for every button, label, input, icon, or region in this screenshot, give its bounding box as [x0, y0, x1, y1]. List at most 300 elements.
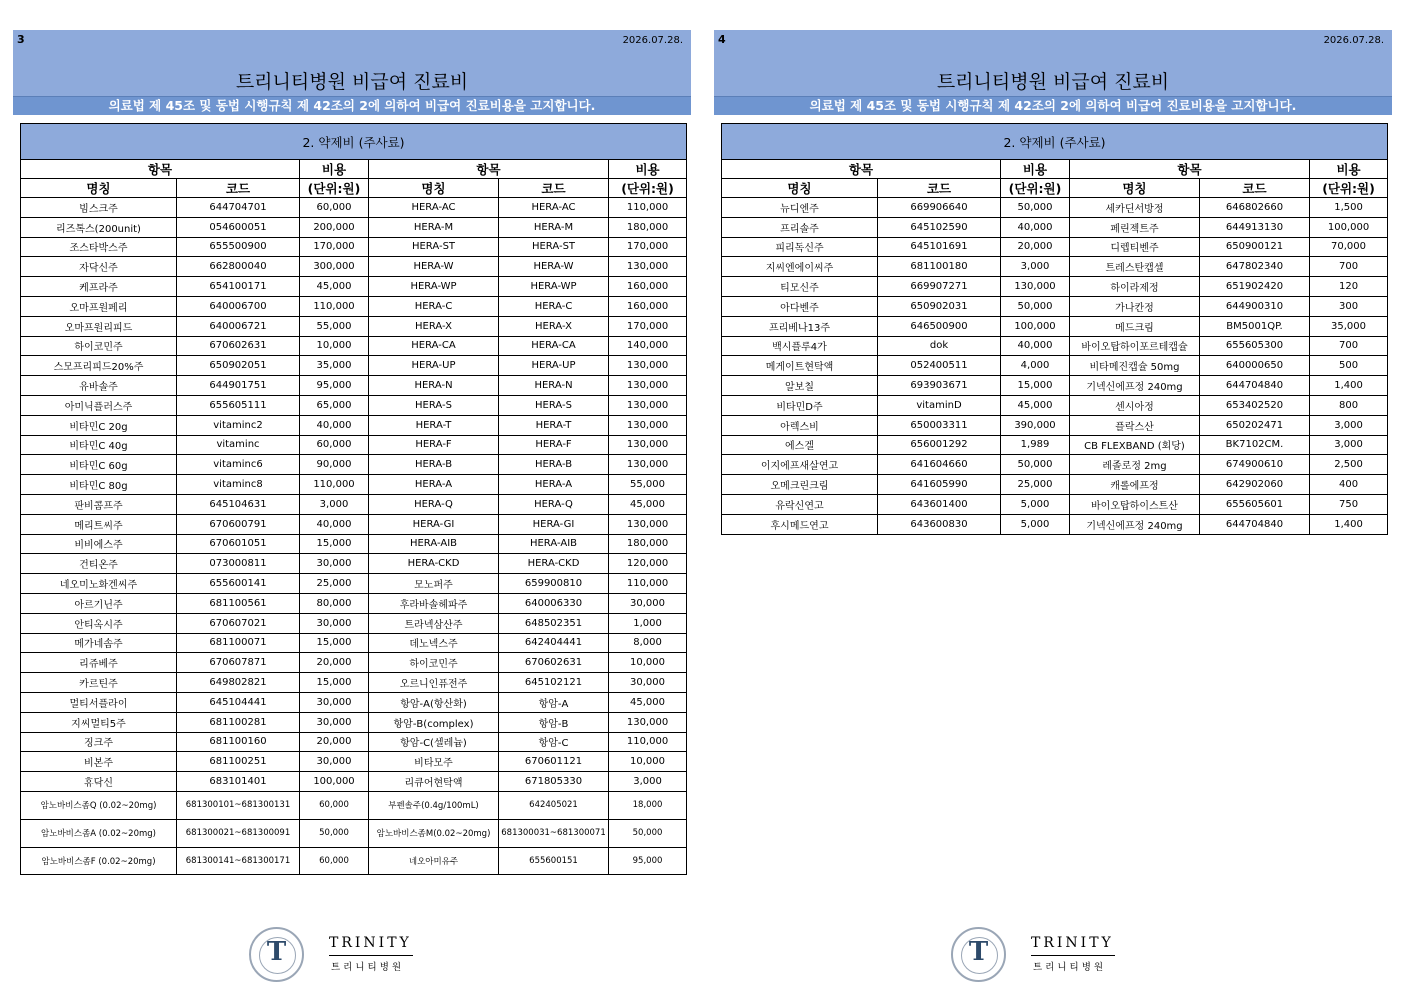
table-row	[21, 435, 687, 455]
item-name: 네오아미유주	[369, 847, 499, 875]
item-code: 670602631	[499, 653, 609, 673]
item-cost: 750	[1310, 494, 1388, 514]
item-name: HERA-WP	[369, 277, 499, 297]
item-code: 659900810	[499, 574, 609, 594]
item-name: 비비에스주	[21, 534, 177, 554]
item-name: 하이코민주	[21, 336, 177, 356]
item-code: 681100071	[177, 633, 300, 653]
table-row	[722, 336, 1388, 356]
item-name: 피리독신주	[722, 237, 878, 257]
item-name: 부펜솔주(0.4g/100mL)	[369, 791, 499, 819]
item-code: 644901751	[177, 376, 300, 396]
item-cost: 55,000	[609, 475, 687, 495]
item-cost: 2,500	[1310, 455, 1388, 475]
table-row	[722, 237, 1388, 257]
item-cost: 35,000	[300, 356, 369, 376]
item-name: 자닥신주	[21, 257, 177, 277]
item-code: 670607871	[177, 653, 300, 673]
item-name: 뉴디엔주	[722, 198, 878, 218]
table-row	[21, 712, 687, 732]
item-code: 642405021	[499, 791, 609, 819]
page-3	[13, 30, 691, 980]
table-row	[722, 475, 1388, 495]
item-code: 674900610	[1200, 455, 1310, 475]
item-code: HERA-X	[499, 316, 609, 336]
item-code: 655600151	[499, 847, 609, 875]
table-row	[21, 415, 687, 435]
table-row	[21, 316, 687, 336]
item-cost: 5,000	[1001, 494, 1070, 514]
item-code: vitaminc	[177, 435, 300, 455]
item-cost: 120	[1310, 277, 1388, 297]
seal-letter-icon: T	[266, 937, 287, 967]
item-cost: 140,000	[609, 336, 687, 356]
header-cost: 비용	[1001, 160, 1070, 179]
item-name: HERA-A	[369, 475, 499, 495]
item-code: 항암-B	[499, 712, 609, 732]
item-name: 아르기닌주	[21, 593, 177, 613]
item-name: HERA-N	[369, 376, 499, 396]
item-cost: 30,000	[300, 692, 369, 712]
item-cost: 4,000	[1001, 356, 1070, 376]
table-row	[722, 217, 1388, 237]
item-code: 681100180	[878, 257, 1001, 277]
table-row	[21, 376, 687, 396]
page-title: 트리니티병원 비급여 진료비	[235, 71, 469, 93]
item-code: HERA-W	[499, 257, 609, 277]
item-cost: 95,000	[609, 847, 687, 875]
item-cost: 3,000	[1310, 435, 1388, 455]
table-row	[21, 395, 687, 415]
item-cost: 130,000	[609, 415, 687, 435]
item-name: 메리트씨주	[21, 514, 177, 534]
item-cost: 130,000	[609, 514, 687, 534]
item-cost: 130,000	[609, 257, 687, 277]
item-name: 징크주	[21, 732, 177, 752]
item-code: 644900310	[1200, 296, 1310, 316]
item-code: 651902420	[1200, 277, 1310, 297]
header-item: 항목	[722, 160, 1001, 179]
item-code: dok	[878, 336, 1001, 356]
item-cost: 130,000	[609, 376, 687, 396]
item-cost: 400	[1310, 475, 1388, 495]
item-name: 오르니인퓨전주	[369, 673, 499, 693]
header-code: 코드	[878, 179, 1001, 198]
item-cost: 15,000	[300, 534, 369, 554]
item-cost: 15,000	[300, 633, 369, 653]
item-name: 비타민C 60g	[21, 455, 177, 475]
item-name: 유락신연고	[722, 494, 878, 514]
table-row	[21, 791, 687, 819]
item-name: 메드크림	[1070, 316, 1200, 336]
item-cost: 180,000	[609, 534, 687, 554]
header-cost: 비용	[300, 160, 369, 179]
item-name: 에스겔	[722, 435, 878, 455]
item-name: CB FLEXBAND (회당)	[1070, 435, 1200, 455]
item-code: 655605300	[1200, 336, 1310, 356]
item-code: 681100281	[177, 712, 300, 732]
table-row	[21, 356, 687, 376]
item-name: 케프라주	[21, 277, 177, 297]
table-row	[21, 593, 687, 613]
table-row	[722, 376, 1388, 396]
item-code: HERA-CKD	[499, 554, 609, 574]
item-code: 681100160	[177, 732, 300, 752]
item-code: 640000650	[1200, 356, 1310, 376]
item-code: 641605990	[878, 475, 1001, 495]
item-code: HERA-UP	[499, 356, 609, 376]
item-code: 642404441	[499, 633, 609, 653]
item-name: 리큐어현탁액	[369, 772, 499, 792]
item-name: HERA-ST	[369, 237, 499, 257]
item-name: 안티옥시주	[21, 613, 177, 633]
item-name: HERA-W	[369, 257, 499, 277]
table-row	[722, 455, 1388, 475]
item-cost: 25,000	[1001, 475, 1070, 495]
page-number: 4	[718, 33, 726, 46]
item-code: 655605111	[177, 395, 300, 415]
fee-table	[721, 123, 1388, 535]
item-name: 멀티서플라이	[21, 692, 177, 712]
item-code: HERA-B	[499, 455, 609, 475]
hospital-logo	[951, 927, 1121, 985]
item-cost: 3,000	[609, 772, 687, 792]
brand-name-korean: 트리니티병원	[331, 962, 405, 973]
item-cost: 130,000	[609, 455, 687, 475]
item-name: 후시메드연고	[722, 514, 878, 534]
header-item: 항목	[1070, 160, 1310, 179]
item-code: 643600830	[878, 514, 1001, 534]
item-code: 645104441	[177, 692, 300, 712]
item-code: HERA-N	[499, 376, 609, 396]
item-code: 681300141~681300171	[177, 847, 300, 875]
table-row	[722, 198, 1388, 218]
item-name: 암노바비스좀Q (0.02~20mg)	[21, 791, 177, 819]
header-code: 코드	[499, 179, 609, 198]
item-cost: 45,000	[1001, 395, 1070, 415]
item-name: 센시아정	[1070, 395, 1200, 415]
item-cost: 40,000	[1001, 217, 1070, 237]
item-name: 데노넥스주	[369, 633, 499, 653]
item-name: 프리솔주	[722, 217, 878, 237]
item-name: 암노바비스좀F (0.02~20mg)	[21, 847, 177, 875]
brand-divider	[329, 955, 413, 956]
table-row	[21, 217, 687, 237]
item-name: 네오미노화겐씨주	[21, 574, 177, 594]
item-cost: 60,000	[300, 791, 369, 819]
item-cost: 170,000	[609, 237, 687, 257]
item-cost: 5,000	[1001, 514, 1070, 534]
header-item: 항목	[369, 160, 609, 179]
item-cost: 15,000	[1001, 376, 1070, 396]
item-cost: 390,000	[1001, 415, 1070, 435]
item-cost: 110,000	[300, 475, 369, 495]
item-cost: 110,000	[609, 198, 687, 218]
item-code: 669906640	[878, 198, 1001, 218]
item-cost: 80,000	[300, 593, 369, 613]
item-name: 가나칸정	[1070, 296, 1200, 316]
item-code: BM5001QP.	[1200, 316, 1310, 336]
item-cost: 130,000	[609, 395, 687, 415]
item-code: 649802821	[177, 673, 300, 693]
item-cost: 20,000	[1001, 237, 1070, 257]
item-cost: 35,000	[1310, 316, 1388, 336]
item-code: 671805330	[499, 772, 609, 792]
table-row	[21, 237, 687, 257]
item-code: 670601051	[177, 534, 300, 554]
item-cost: 20,000	[300, 732, 369, 752]
item-code: vitaminc6	[177, 455, 300, 475]
item-cost: 30,000	[300, 554, 369, 574]
item-name: 리즈톡스(200unit)	[21, 217, 177, 237]
header-code: 코드	[177, 179, 300, 198]
table-row	[722, 277, 1388, 297]
item-code: 640006721	[177, 316, 300, 336]
item-name: HERA-F	[369, 435, 499, 455]
item-name: 암노바비스좀A (0.02~20mg)	[21, 819, 177, 847]
item-cost: 160,000	[609, 296, 687, 316]
table-row	[21, 819, 687, 847]
item-cost: 1,000	[609, 613, 687, 633]
item-code: HERA-M	[499, 217, 609, 237]
item-code: 645104631	[177, 494, 300, 514]
item-name: HERA-CA	[369, 336, 499, 356]
item-cost: 90,000	[300, 455, 369, 475]
header-unit: (단위:원)	[1001, 179, 1070, 198]
item-cost: 50,000	[1001, 198, 1070, 218]
header-item: 항목	[21, 160, 300, 179]
item-name: HERA-CKD	[369, 554, 499, 574]
item-cost: 60,000	[300, 435, 369, 455]
item-cost: 20,000	[300, 653, 369, 673]
item-code: HERA-F	[499, 435, 609, 455]
item-code: 655605601	[1200, 494, 1310, 514]
table-row	[21, 554, 687, 574]
table-row	[21, 277, 687, 297]
header-name: 명칭	[369, 179, 499, 198]
item-name: 백시플루4가	[722, 336, 878, 356]
item-cost: 65,000	[300, 395, 369, 415]
item-cost: 8,000	[609, 633, 687, 653]
item-code: 645102121	[499, 673, 609, 693]
table-row	[21, 198, 687, 218]
item-name: 비타모주	[369, 752, 499, 772]
item-name: 비타메진캡슐 50mg	[1070, 356, 1200, 376]
item-cost: 50,000	[1001, 455, 1070, 475]
item-name: 리쥬베주	[21, 653, 177, 673]
item-name: 빔스크주	[21, 198, 177, 218]
brand-name: TRINITY	[329, 935, 412, 951]
item-code: 644704840	[1200, 376, 1310, 396]
header-name: 명칭	[722, 179, 878, 198]
item-name: 지씨멀티5주	[21, 712, 177, 732]
section-title: 2. 약제비 (주사료)	[722, 124, 1388, 160]
item-name: 디렙티벤주	[1070, 237, 1200, 257]
table-body	[21, 198, 687, 875]
table-body	[722, 198, 1388, 535]
item-code: 646500900	[878, 316, 1001, 336]
item-name: 기넥신에프정 240mg	[1070, 376, 1200, 396]
item-cost: 95,000	[300, 376, 369, 396]
item-cost: 50,000	[1001, 296, 1070, 316]
item-cost: 55,000	[300, 316, 369, 336]
item-cost: 10,000	[300, 336, 369, 356]
item-code: 655500900	[177, 237, 300, 257]
legal-notice: 의료법 제 45조 및 동법 시행규칙 제 42조의 2에 의하여 비급여 진료비용을 고지합니다.	[13, 97, 691, 115]
item-cost: 300,000	[300, 257, 369, 277]
item-code: 646802660	[1200, 198, 1310, 218]
item-name: 판비콤프주	[21, 494, 177, 514]
header-unit: (단위:원)	[300, 179, 369, 198]
item-cost: 30,000	[300, 752, 369, 772]
item-name: HERA-C	[369, 296, 499, 316]
table-row	[21, 534, 687, 554]
item-code: 650900121	[1200, 237, 1310, 257]
item-code: HERA-S	[499, 395, 609, 415]
item-name: HERA-UP	[369, 356, 499, 376]
header-name: 명칭	[21, 179, 177, 198]
item-cost: 40,000	[300, 415, 369, 435]
item-cost: 130,000	[609, 356, 687, 376]
table-row	[21, 514, 687, 534]
item-cost: 30,000	[300, 613, 369, 633]
item-name: HERA-M	[369, 217, 499, 237]
table-row	[21, 257, 687, 277]
table-row	[21, 574, 687, 594]
item-name: 조스타박스주	[21, 237, 177, 257]
item-code: 648502351	[499, 613, 609, 633]
item-name: 알보칠	[722, 376, 878, 396]
item-code: HERA-AC	[499, 198, 609, 218]
item-code: 640006330	[499, 593, 609, 613]
item-name: 캐롤에프정	[1070, 475, 1200, 495]
item-code: 645102590	[878, 217, 1001, 237]
item-name: 항암-A(항산화)	[369, 692, 499, 712]
page-date: 2026.07.28.	[1323, 35, 1384, 46]
item-name: HERA-GI	[369, 514, 499, 534]
item-name: 휴닥신	[21, 772, 177, 792]
item-name: 모노퍼주	[369, 574, 499, 594]
item-name: 세카딘서방정	[1070, 198, 1200, 218]
table-row	[722, 296, 1388, 316]
item-code: 650902051	[177, 356, 300, 376]
item-cost: 45,000	[300, 277, 369, 297]
seal-letter-icon: T	[968, 937, 989, 967]
item-code: HERA-Q	[499, 494, 609, 514]
item-code: HERA-C	[499, 296, 609, 316]
table-row	[21, 752, 687, 772]
item-cost: 10,000	[609, 752, 687, 772]
item-cost: 60,000	[300, 198, 369, 218]
item-name: 트라넥삼산주	[369, 613, 499, 633]
item-code: 662800040	[177, 257, 300, 277]
item-code: 643601400	[878, 494, 1001, 514]
table-row	[722, 395, 1388, 415]
item-name: 지씨엔에이씨주	[722, 257, 878, 277]
item-code: 669907271	[878, 277, 1001, 297]
item-code: 681300101~681300131	[177, 791, 300, 819]
item-name: 비타민C 20g	[21, 415, 177, 435]
item-name: 비타민C 80g	[21, 475, 177, 495]
item-cost: 100,000	[1001, 316, 1070, 336]
table-row	[722, 356, 1388, 376]
item-name: HERA-AIB	[369, 534, 499, 554]
item-name: 하이라제정	[1070, 277, 1200, 297]
item-cost: 25,000	[300, 574, 369, 594]
item-cost: 45,000	[609, 692, 687, 712]
item-name: 비타민D주	[722, 395, 878, 415]
item-name: HERA-B	[369, 455, 499, 475]
item-code: 650003311	[878, 415, 1001, 435]
section-title: 2. 약제비 (주사료)	[21, 124, 687, 160]
item-code: 650202471	[1200, 415, 1310, 435]
item-cost: 40,000	[300, 514, 369, 534]
item-name: 항암-B(complex)	[369, 712, 499, 732]
item-code: vitaminD	[878, 395, 1001, 415]
item-name: 레졸로정 2mg	[1070, 455, 1200, 475]
item-code: 654100171	[177, 277, 300, 297]
item-code: 683101401	[177, 772, 300, 792]
table-row	[21, 847, 687, 875]
item-name: 이지에프새살연고	[722, 455, 878, 475]
legal-notice: 의료법 제 45조 및 동법 시행규칙 제 42조의 2에 의하여 비급여 진료비용을 고지합니다.	[714, 97, 1392, 115]
item-name: 오마프원페리	[21, 296, 177, 316]
item-name: 바이오탑하이포르테캡슐	[1070, 336, 1200, 356]
item-name: 티모신주	[722, 277, 878, 297]
item-name: 아렉스비	[722, 415, 878, 435]
item-code: 073000811	[177, 554, 300, 574]
item-name: 메가네솜주	[21, 633, 177, 653]
item-code: HERA-WP	[499, 277, 609, 297]
item-cost: 170,000	[300, 237, 369, 257]
brand-name: TRINITY	[1031, 935, 1114, 951]
item-code: 644704840	[1200, 514, 1310, 534]
item-cost: 100,000	[300, 772, 369, 792]
item-code: 681300031~681300071	[499, 819, 609, 847]
table-row	[21, 673, 687, 693]
table-row	[21, 613, 687, 633]
item-code: 항암-A	[499, 692, 609, 712]
table-row	[21, 633, 687, 653]
item-name: 프리베나13주	[722, 316, 878, 336]
item-name: HERA-X	[369, 316, 499, 336]
hospital-logo	[249, 927, 419, 985]
item-code: HERA-ST	[499, 237, 609, 257]
item-code: 681100561	[177, 593, 300, 613]
item-name: 유바솔주	[21, 376, 177, 396]
item-code: BK7102CM.	[1200, 435, 1310, 455]
item-code: 670607021	[177, 613, 300, 633]
item-name: HERA-Q	[369, 494, 499, 514]
item-code: 650902031	[878, 296, 1001, 316]
item-name: 항암-C(셀레늄)	[369, 732, 499, 752]
item-cost: 40,000	[1001, 336, 1070, 356]
table-row	[21, 475, 687, 495]
item-code: 670601121	[499, 752, 609, 772]
item-code: 681100251	[177, 752, 300, 772]
item-name: 비본주	[21, 752, 177, 772]
table-row	[722, 494, 1388, 514]
item-cost: 50,000	[300, 819, 369, 847]
item-cost: 3,000	[1310, 415, 1388, 435]
table-row	[722, 257, 1388, 277]
item-code: 642902060	[1200, 475, 1310, 495]
page-4	[714, 30, 1392, 980]
item-name: HERA-AC	[369, 198, 499, 218]
item-cost: 120,000	[609, 554, 687, 574]
item-name: 트레스탄캡셀	[1070, 257, 1200, 277]
item-cost: 110,000	[300, 296, 369, 316]
